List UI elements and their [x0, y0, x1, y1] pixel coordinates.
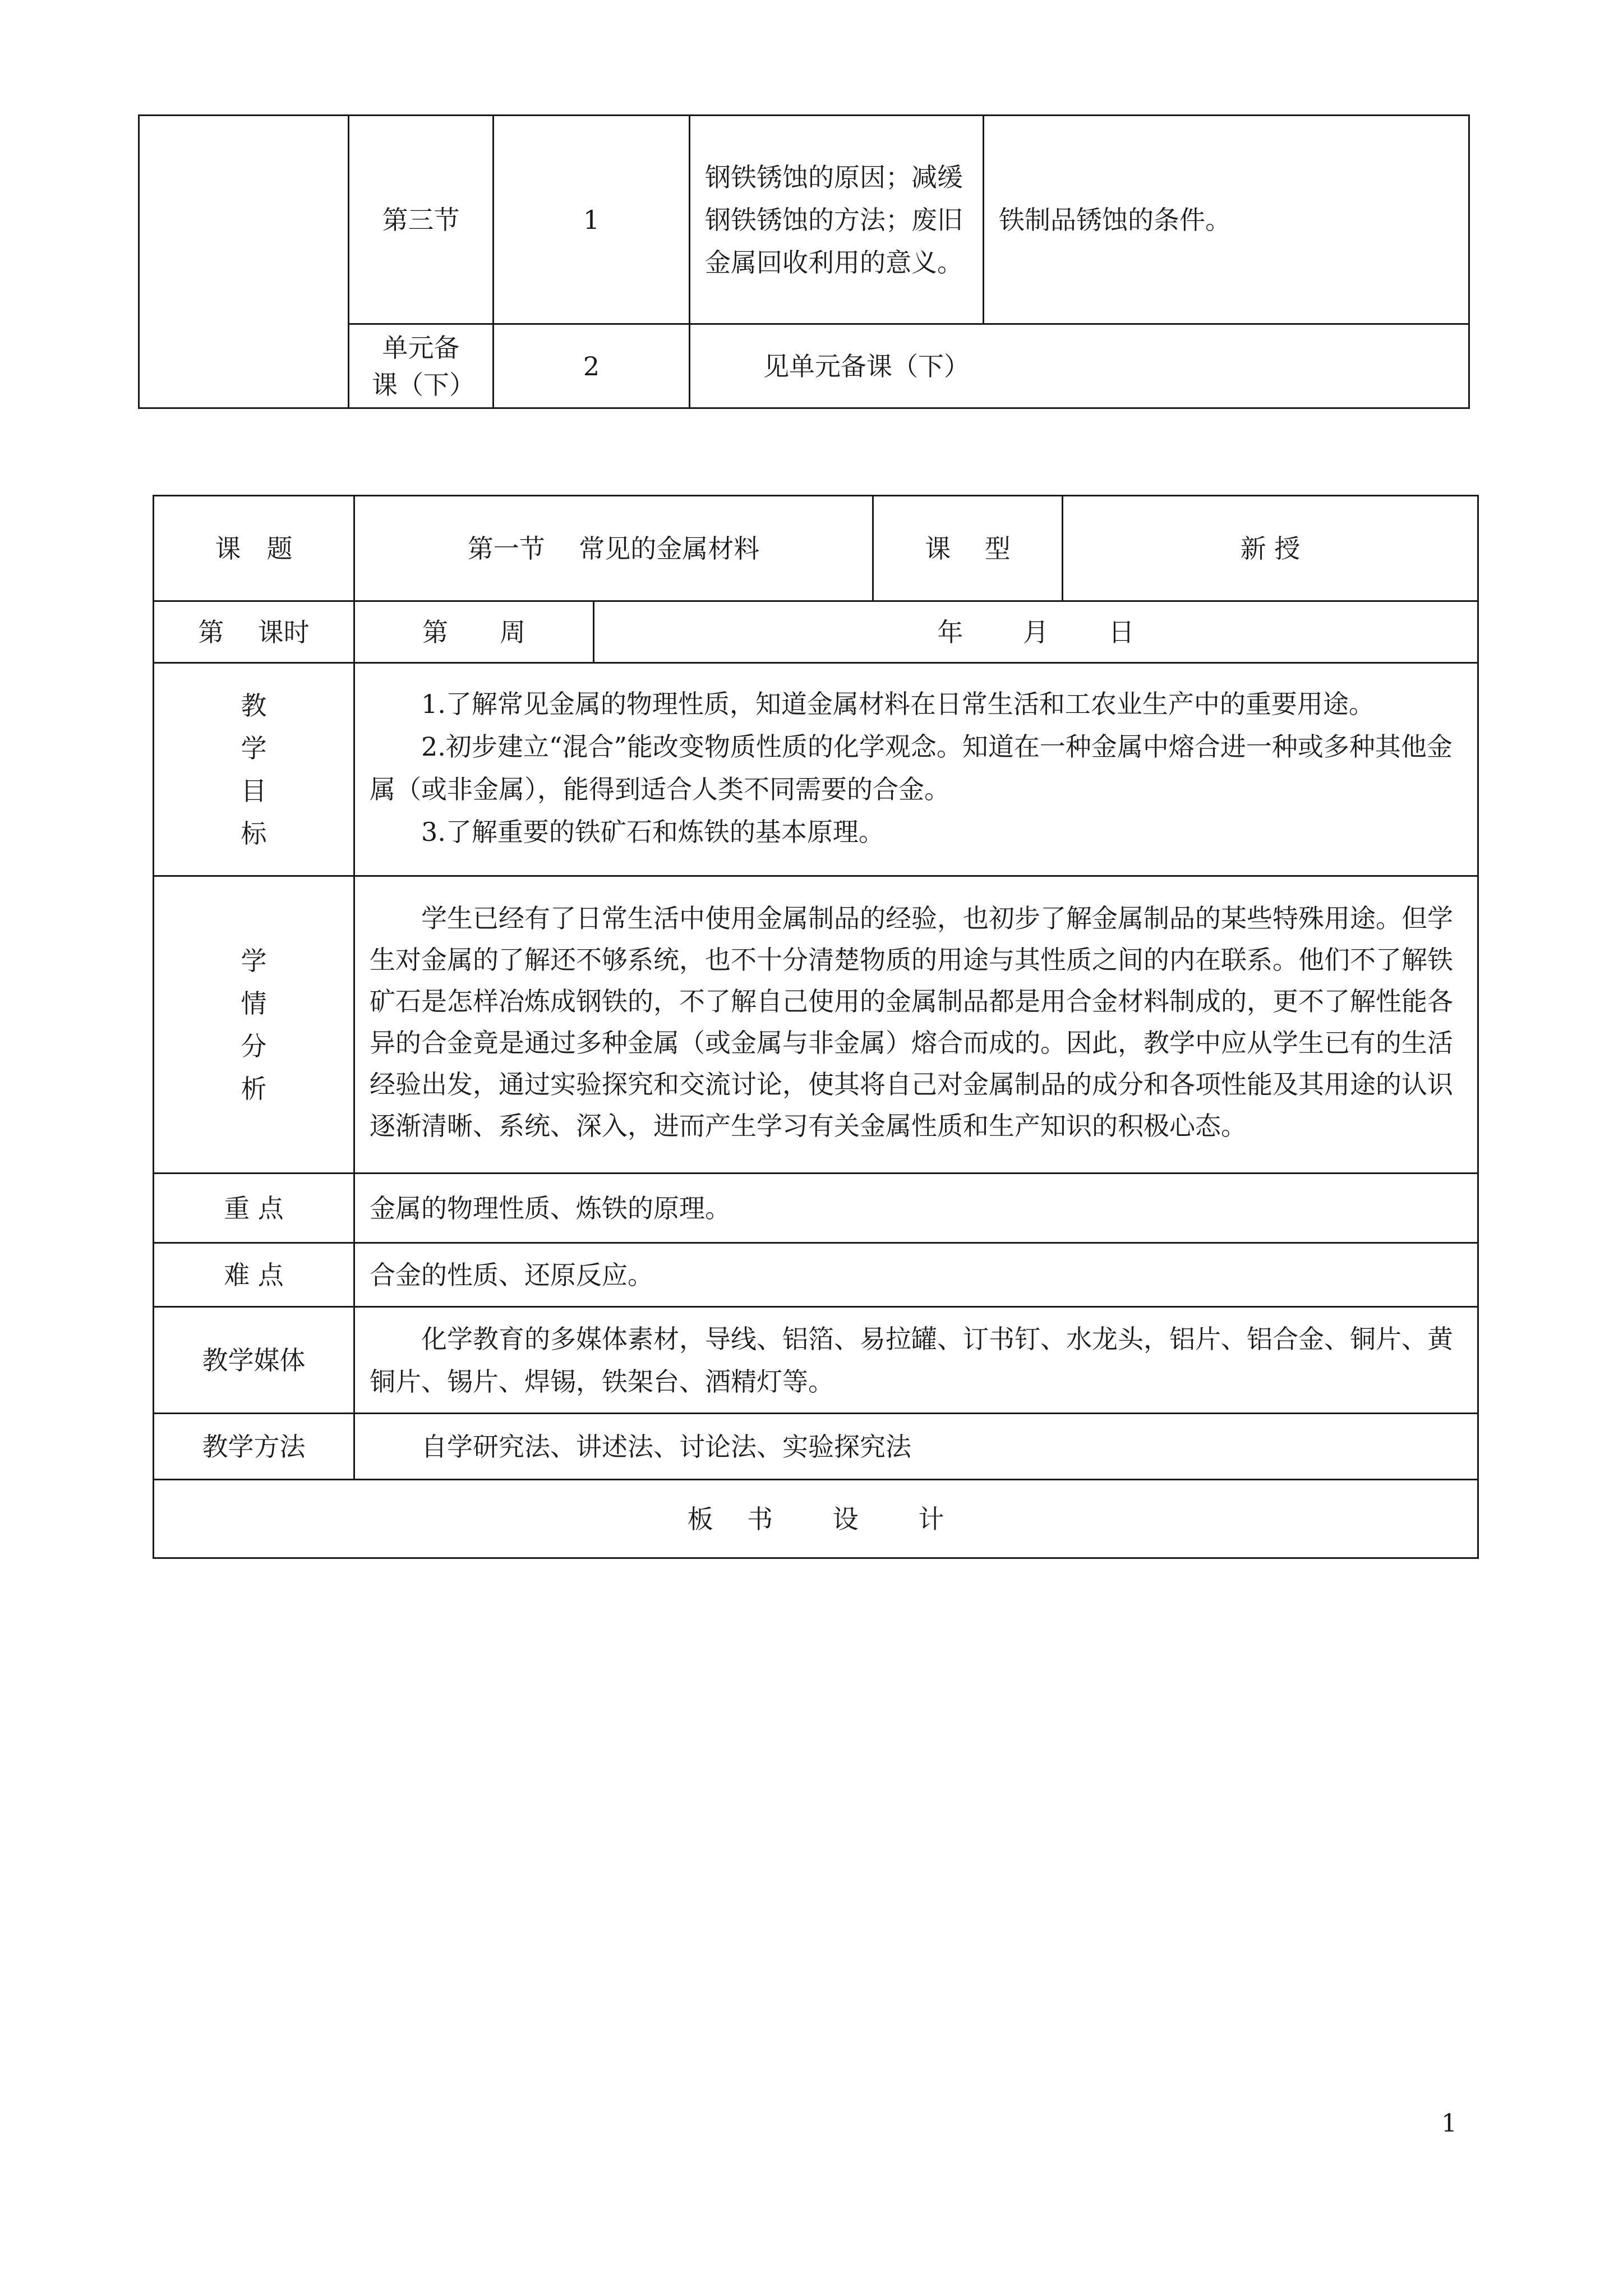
- page-number: 1: [1441, 2109, 1457, 2138]
- week-label: 第 周: [354, 601, 594, 663]
- objective-item: 2.初步建立“混合”能改变物质性质的化学观念。知道在一种金属中熔合进一种或多种其他金属（或非金属），能得到适合人类不同需要的合金。: [370, 731, 1453, 804]
- analysis-label: 学 情 分 析: [154, 876, 354, 1174]
- table-row: [154, 876, 1478, 1174]
- table-row: [154, 1414, 1478, 1480]
- unit-plan-table: [138, 114, 1470, 409]
- lesson-plan-table: [153, 495, 1479, 1559]
- objectives-label: 教 学 目 标: [154, 663, 354, 876]
- topic-value: 第一节 常见的金属材料: [354, 496, 873, 601]
- media-value: 化学教育的多媒体素材，导线、铝箔、易拉罐、订书钉、水龙头，铝片、铝合金、铜片、黄铜片、锡片、焊锡，铁架台、酒精灯等。: [354, 1307, 1478, 1414]
- media-label: 教学媒体: [154, 1307, 354, 1414]
- type-label: 课 型: [873, 496, 1063, 601]
- analysis-text: 学生已经有了日常生活中使用金属制品的经验，也初步了解金属制品的某些特殊用途。但学生对金属的了解还不够系统，也不十分清楚物质的用途与其性质之间的内在联系。他们不了解铁矿石是怎样冶炼成钢铁的，不了解自己使用的金属制品都是用合金材料制成的，更不了解性能各异的合金竟是通过多种金属（或金属与非金属）熔合而成的。因此，教学中应从学生已有的生活经验出发，通过实验探究和交流讨论，使其将自己对金属制品的成分和各项性能及其用途的认识逐渐清晰、系统、深入，进而产生学习有关金属性质和生产知识的积极心态。: [370, 903, 1453, 1141]
- objective-item: 3.了解重要的铁矿石和炼铁的基本原理。: [421, 816, 884, 847]
- type-value: 新 授: [1063, 496, 1478, 601]
- table-row: [154, 1480, 1478, 1558]
- method-value: 自学研究法、讲述法、讨论法、实验探究法: [354, 1414, 1478, 1480]
- chapter-cell: [139, 116, 349, 408]
- content-cell: 见单元备课（下）: [690, 324, 1469, 408]
- topic-label: 课 题: [154, 496, 354, 601]
- table-row: [154, 1307, 1478, 1414]
- key-point-label: 重 点: [154, 1174, 354, 1243]
- key-point-value: 金属的物理性质、炼铁的原理。: [354, 1174, 1478, 1243]
- objectives-content: [354, 663, 1478, 876]
- date-label: 年 月 日: [594, 601, 1478, 663]
- analysis-content: [354, 876, 1478, 1174]
- table-row: [154, 1243, 1478, 1307]
- table-row: [154, 1174, 1478, 1243]
- section-cell: 单元备课（下）: [349, 324, 494, 408]
- section-cell: 第三节: [349, 116, 494, 324]
- board-design-heading: 板 书 设 计: [154, 1480, 1478, 1558]
- difficulty-label: 难 点: [154, 1243, 354, 1307]
- content-cell: 钢铁锈蚀的原因；减缓钢铁锈蚀的方法；废旧金属回收利用的意义。: [690, 116, 984, 324]
- table-row: [154, 663, 1478, 876]
- table-row: [139, 116, 1469, 324]
- objective-item: 1.了解常见金属的物理性质，知道金属材料在日常生活和工农业生产中的重要用途。: [421, 688, 1375, 719]
- difficulty-value: 合金的性质、还原反应。: [354, 1243, 1478, 1307]
- hours-cell: 2: [494, 324, 690, 408]
- period-label: 第 课时: [154, 601, 354, 663]
- table-row: [154, 601, 1478, 663]
- notes-cell: 铁制品锈蚀的条件。: [984, 116, 1469, 324]
- table-row: [154, 496, 1478, 601]
- method-label: 教学方法: [154, 1414, 354, 1480]
- hours-cell: 1: [494, 116, 690, 324]
